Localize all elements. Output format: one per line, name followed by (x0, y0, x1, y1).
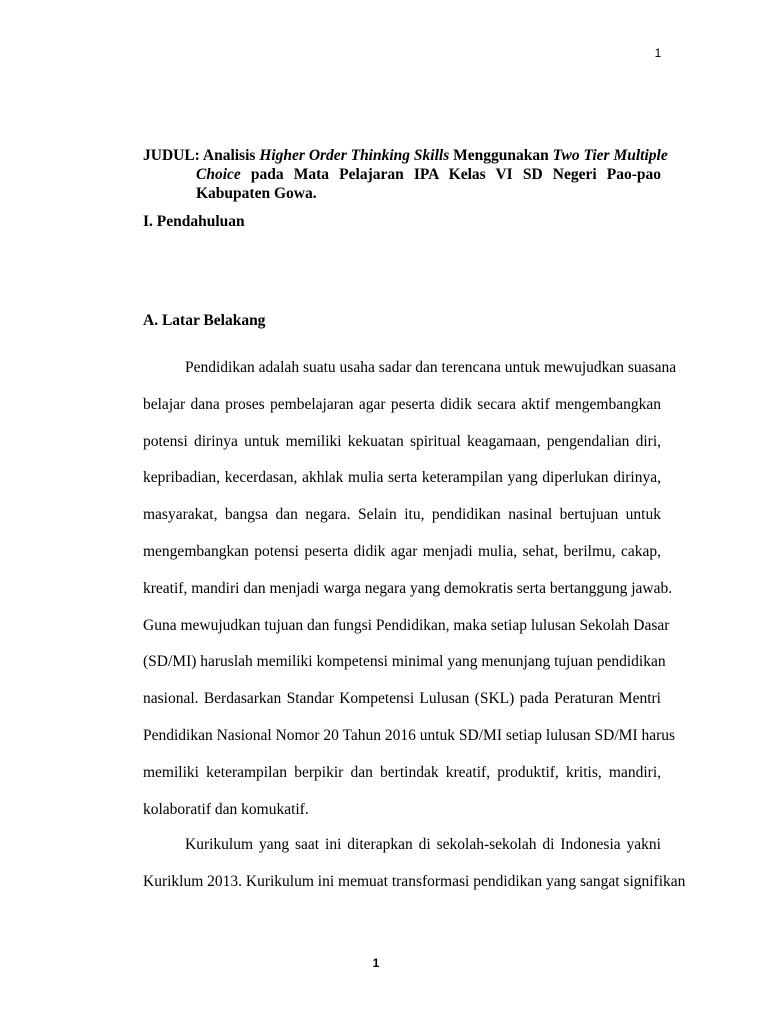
title-line-1 (143, 146, 668, 165)
section-heading-latar-belakang: A. Latar Belakang (143, 312, 266, 329)
paragraph-line: kepribadian, kecerdasan, akhlak mulia serta keterampilan yang diperlukan dirinya, (143, 469, 661, 487)
paragraph-line: Pendidikan adalah suatu usaha sadar dan terencana untuk mewujudkan suasana (185, 359, 677, 376)
paragraph-line: kolaboratif dan komukatif. (143, 800, 309, 818)
document-title (143, 146, 668, 203)
title-word-analisis: Analisis (202, 147, 256, 164)
paragraph-line: Kurikulum yang saat ini diterapkan di sekolah-sekolah di Indonesia yakni (185, 836, 661, 853)
title-choice: Choice (196, 166, 241, 183)
paragraph-line: belajar dana proses pembelajaran agar peserta didik secara aktif mengembangkan (143, 395, 661, 413)
paragraph-line: Guna mewujudkan tujuan dan fungsi Pendidikan, maka setiap lulusan Sekolah Dasar (143, 616, 670, 634)
header-page-number: 1 (654, 46, 662, 60)
paragraph-line: potensi dirinya untuk memiliki kekuatan spiritual keagamaan, pengendalian diri, (143, 432, 661, 450)
section-heading-pendahuluan: I. Pendahuluan (143, 213, 245, 230)
paragraph-1 (143, 358, 677, 836)
title-label: JUDUL: (143, 147, 200, 164)
paragraph-line: Pendidikan Nasional Nomor 20 Tahun 2016 untuk SD/MI setiap lulusan SD/MI harus (143, 726, 676, 744)
title-word-menggunakan: Menggunakan (453, 147, 549, 164)
paragraph-2 (143, 835, 686, 909)
paragraph-line: Kuriklum 2013. Kurikulum ini memuat transformasi pendidikan yang sangat signifikan (143, 872, 686, 890)
paragraph-line: mengembangkan potensi peserta didik agar menjadi mulia, sehat, berilmu, cakap, (143, 542, 661, 560)
title-hots: Higher Order Thinking Skills (259, 147, 450, 164)
paragraph-line: (SD/MI) haruslah memiliki kompetensi minimal yang menunjang tujuan pendidikan (143, 653, 666, 671)
title-line-3: Kabupaten Gowa. (196, 185, 317, 202)
paragraph-line: masyarakat, bangsa dan negara. Selain itu, pendidikan nasinal bertujuan untuk (143, 506, 661, 524)
paragraph-line: nasional. Berdasarkan Standar Kompetensi Lulusan (SKL) pada Peraturan Mentri (143, 690, 661, 708)
footer-page-number: 1 (372, 956, 380, 970)
title-line-2 (143, 165, 661, 184)
title-two-tier: Two Tier Multiple (552, 147, 668, 164)
paragraph-line: kreatif, mandiri dan menjadi warga negara yang demokratis serta bertanggung jawab. (143, 579, 673, 597)
paragraph-line: memiliki keterampilan berpikir dan bertindak kreatif, produktif, kritis, mandiri, (143, 763, 661, 781)
title-subject: pada Mata Pelajaran IPA Kelas VI SD Negeri Pao-pao (250, 166, 662, 183)
